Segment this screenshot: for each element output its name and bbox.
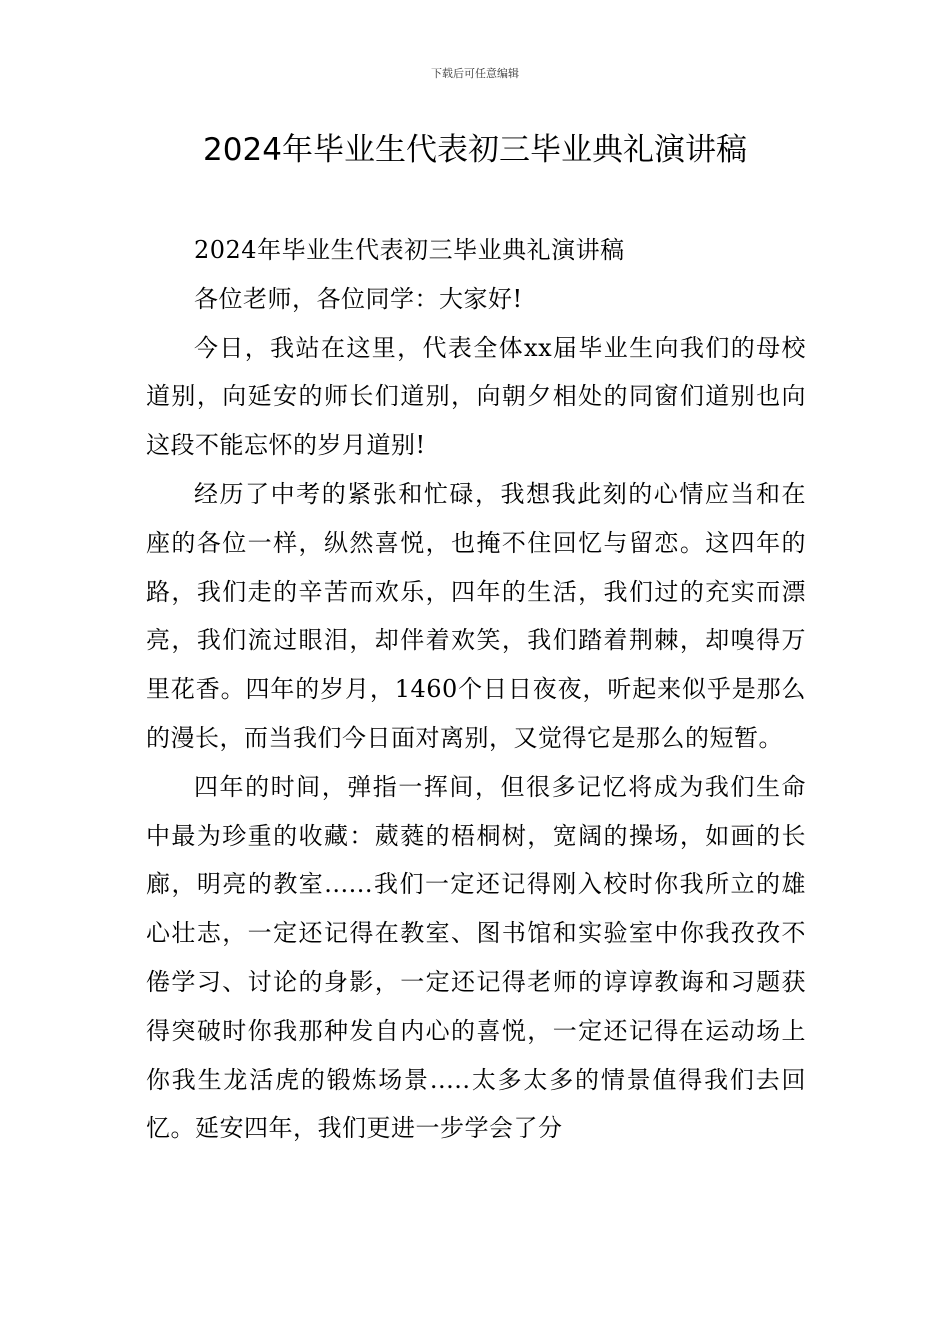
- document-title: 2024年毕业生代表初三毕业典礼演讲稿: [203, 132, 747, 168]
- paragraph-farewell: 今日，我站在这里，代表全体xx届毕业生向我们的母校道别，向延安的师长们道别，向朝夕相处的同窗们道别也向这段不能忘怀的岁月道别!: [146, 333, 806, 460]
- paragraph-subtitle: 2024年毕业生代表初三毕业典礼演讲稿: [194, 236, 625, 264]
- paragraph-greeting: 各位老师，各位同学：大家好!: [194, 284, 523, 313]
- document-body: [146, 226, 806, 1153]
- page-header-note: 下载后可任意编辑: [431, 67, 519, 80]
- paragraph-four-years: 经历了中考的紧张和忙碌，我想我此刻的心情应当和在座的各位一样，纵然喜悦，也掩不住回忆与留恋。这四年的路，我们走的辛苦而欢乐，四年的生活，我们过的充实而漂亮，我们流过眼泪，却伴着欢笑，我们踏着荆棘，却嗅得万里花香。四年的岁月，1460个日日夜夜，听起来似乎是那么的漫长，而当我们今日面对离别，又觉得它是那么的短暂。: [146, 479, 806, 752]
- paragraph-memories: 四年的时间，弹指一挥间，但很多记忆将成为我们生命中最为珍重的收藏：葳蕤的梧桐树，宽阔的操场，如画的长廊，明亮的教室......我们一定还记得刚入校时你我所立的雄心壮志，一定还记得在教室、图书馆和实验室中你我孜孜不倦学习、讨论的身影，一定还记得老师的谆谆教诲和习题获得突破时你我那种发自内心的喜悦，一定还记得在运动场上你我生龙活虎的锻炼场景.....太多太多的情景值得我们去回忆。延安四年，我们更进一步学会了分: [146, 772, 806, 1143]
